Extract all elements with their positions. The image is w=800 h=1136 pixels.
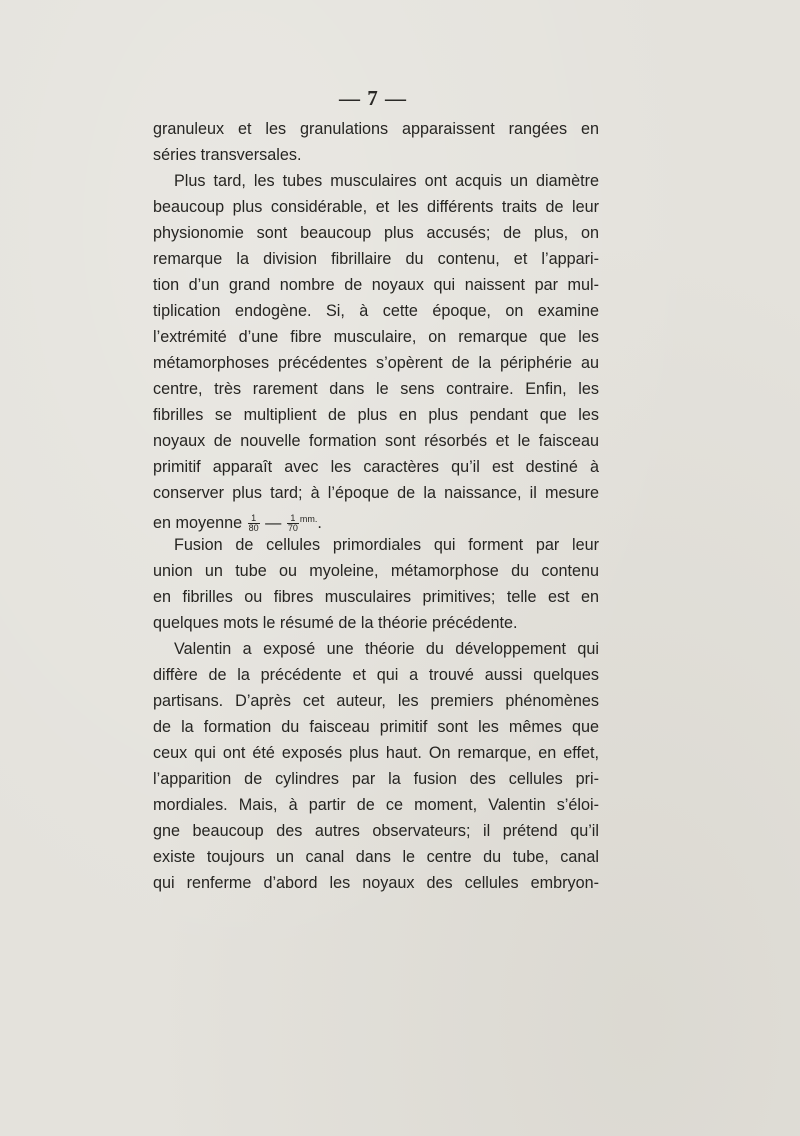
text-line: fibrilles se multiplient de plus en plus pendant que les [153,406,599,424]
text-line: tiplication endogène. Si, à cette époque, on examine [153,302,599,320]
fraction-dash: — [265,514,282,532]
text-line: physionomie sont beaucoup plus accusés; de plus, on [153,224,599,242]
text-line: centre, très rarement dans le sens contraire. Enfin, les [153,380,599,398]
text-line: Fusion de cellules primordiales qui forment par leur [174,536,599,554]
measurement-suffix: . [317,514,322,532]
text-line: qui renferme d’abord les noyaux des cellules embryon- [153,874,599,892]
text-line: remarque la division fibrillaire du contenu, et l’appari- [153,250,599,268]
text-line: quelques mots le résumé de la théorie précédente. [153,614,518,632]
text-line: Valentin a exposé une théorie du développement qui [174,640,599,658]
text-line: en fibrilles ou fibres musculaires primitives; telle est en [153,588,599,606]
text-line: granuleux et les granulations apparaissent rangées en [153,120,599,138]
text-line: gne beaucoup des autres observateurs; il prétend qu’il [153,822,599,840]
paragraph-group-2 [153,532,599,896]
text-line: ceux qui ont été exposés plus haut. On remarque, en effet, [153,744,599,762]
unit-mm: mm. [299,514,318,524]
text-line: union un tube ou myoleine, métamorphose du contenu [153,562,599,580]
text-line: l’extrémité d’une fibre musculaire, on remarque que les [153,328,599,346]
text-line: séries transversales. [153,146,302,164]
text-line: Plus tard, les tubes musculaires ont acquis un diamètre [174,172,599,190]
text-line: primitif apparaît avec les caractères qu’il est destiné à [153,458,599,476]
text-line: métamorphoses précédentes s’opèrent de la périphérie au [153,354,599,372]
page-number: — 7 — [339,86,407,110]
paragraph-group-1 [153,116,599,506]
text-line: l’apparition de cylindres par la fusion des cellules pri- [153,770,599,788]
measurement-prefix: en moyenne [153,514,243,532]
text-line: partisans. D’après cet auteur, les premiers phénomènes [153,692,599,710]
text-line: existe toujours un canal dans le centre du tube, canal [153,848,599,866]
body-text [153,116,599,896]
text-line: mordiales. Mais, à partir de ce moment, Valentin s’éloi- [153,796,599,814]
text-line: diffère de la précédente et qui a trouvé aussi quelques [153,666,599,684]
text-line: tion d’un grand nombre de noyaux qui naissent par mul- [153,276,599,294]
measurement-line [153,506,599,532]
text-line: de la formation du faisceau primitif sont les mêmes que [153,718,599,736]
text-line: beaucoup plus considérable, et les différents traits de leur [153,198,599,216]
fraction-one-seventieth: $\frac{1}{70}$ [287,513,298,534]
text-line: noyaux de nouvelle formation sont résorbés et le faisceau [153,432,599,450]
fraction-one-eightieth: $\frac{1}{80}$ [248,513,259,534]
text-line: conserver plus tard; à l’époque de la naissance, il mesure [153,484,599,502]
